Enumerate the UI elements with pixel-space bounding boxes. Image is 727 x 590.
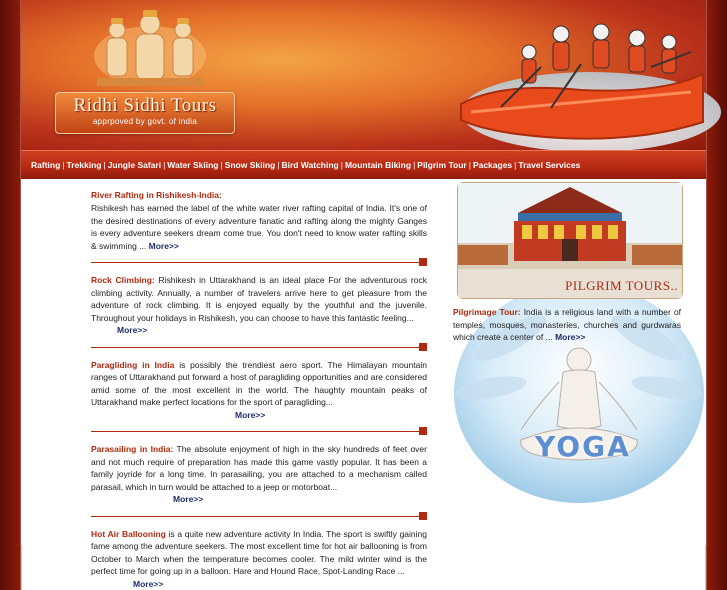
logo[interactable] — [55, 92, 235, 134]
nav-link-travel-services[interactable]: Travel Services — [518, 160, 580, 170]
nav-link-packages[interactable]: Packages — [473, 160, 512, 170]
article-hot-air-ballooning — [91, 528, 427, 590]
more-link[interactable]: More>> — [91, 494, 203, 504]
nav-link-mountain-biking[interactable]: Mountain Biking — [345, 160, 411, 170]
article-title[interactable]: River Rafting in Rishikesh-India: — [91, 190, 427, 200]
article-text: is possibly the trendiest aero sport. The Himalayan mountain ranges of Uttarakhand put forward a host of paragliding opportunities and are considered amid some of the most excellent in the world. The haughty mountain peaks of Uttarakhand make perfect locations for the sport of paragliding... — [91, 360, 427, 408]
article-paragliding — [91, 359, 427, 422]
logo-tagline: apprpoved by govt. of india — [56, 117, 234, 126]
article-text: Rishikesh has earned the label of the white water river rafting capital of India. It's one of the desired destinations of every adventure fanatic and rafting along the mighty Ganges is every adventure seekers dream come true. You don't need to know water rafting skills & swimming ... — [91, 203, 427, 251]
article-text: is a quite new adventure activity In India. The sport is swiftly gaining fame among the adventure seekers. The most excellent time for hot air ballooning is from October to March when the temperature becomes cooler. The mild winter wind is the perfect time for going up in a balloon. Hare and Hound Race, Spot-Landing Race ... — [91, 529, 427, 577]
nav-links: Rafting | Trekking | Jungle Safari | Water Skiing | Snow Skiing | Bird Watching | Mountain Biking | Pilgrim Tour | Packages | Travel Services — [31, 160, 580, 170]
pilgrim-tours-banner[interactable] — [457, 182, 683, 299]
logo-title: Ridhi Sidhi Tours — [56, 95, 234, 117]
sidebar — [451, 180, 706, 545]
article-title[interactable]: Rock Climbing: — [91, 275, 155, 285]
article-body — [91, 359, 427, 422]
divider — [91, 512, 427, 520]
more-link[interactable]: More>> — [91, 325, 147, 335]
article-text: Rishikesh in Uttarakhand is an ideal place For the adventurous rock climbing activity. Annually, a number of travelers arrive here to get pleasure from the adventure of rock climbing. It is enjoyed equally by the youthful and the juvenile. Throughout your holidays in Rishikesh, you can choose to have this fantastic feeling... — [91, 275, 427, 323]
deity-statues-image — [89, 6, 211, 88]
article-rock-climbing — [91, 274, 427, 337]
divider — [91, 427, 427, 435]
nav-link-pilgrim-tour[interactable]: Pilgrim Tour — [417, 160, 466, 170]
nav-link-jungle-safari[interactable]: Jungle Safari — [108, 160, 161, 170]
divider — [91, 343, 427, 351]
nav-link-water-skiing[interactable]: Water Skiing — [167, 160, 218, 170]
divider — [91, 258, 427, 266]
article-text: The absolute enjoyment of high in the sky hundreds of feet over and not much require of preparation has made this game vastly popular. It has been a family joyride for a long time. In parasailing, you are attached to a mechanism called parasail, which in turn would be attached to a jeep or motorboat... — [91, 444, 427, 492]
article-title[interactable]: Hot Air Ballooning — [91, 529, 166, 539]
article-title[interactable]: Parasailing in India: — [91, 444, 173, 454]
page — [21, 0, 706, 545]
pilgrim-body: India is a religious land with a number of temples, mosques, monasteries, churches and gurdwaras which create a center of ... — [453, 307, 681, 342]
rafting-photo — [441, 12, 706, 150]
more-link[interactable]: More>> — [91, 579, 163, 589]
yoga-heading: YOGA — [535, 430, 631, 463]
article-river-rafting — [91, 190, 427, 252]
header-banner — [21, 0, 706, 150]
banner-caption: PILGRIM TOURS.. — [565, 278, 678, 294]
article-parasailing — [91, 443, 427, 506]
nav-link-bird-watching[interactable]: Bird Watching — [281, 160, 338, 170]
main-nav — [21, 150, 706, 179]
more-link[interactable]: More>> — [555, 332, 585, 342]
pilgrim-title[interactable]: Pilgrimage Tour: — [453, 307, 521, 317]
article-body — [91, 528, 427, 590]
more-link[interactable]: More>> — [91, 410, 265, 420]
article-body — [91, 443, 427, 506]
main-content — [91, 190, 427, 590]
article-body — [91, 274, 427, 337]
more-link[interactable]: More>> — [149, 241, 179, 251]
article-body — [91, 202, 427, 252]
nav-link-rafting[interactable]: Rafting — [31, 160, 60, 170]
article-title[interactable]: Paragliding in India — [91, 360, 174, 370]
nav-link-trekking[interactable]: Trekking — [67, 160, 102, 170]
nav-link-snow-skiing[interactable]: Snow Skiing — [225, 160, 276, 170]
pilgrim-tour-blurb — [453, 306, 681, 344]
